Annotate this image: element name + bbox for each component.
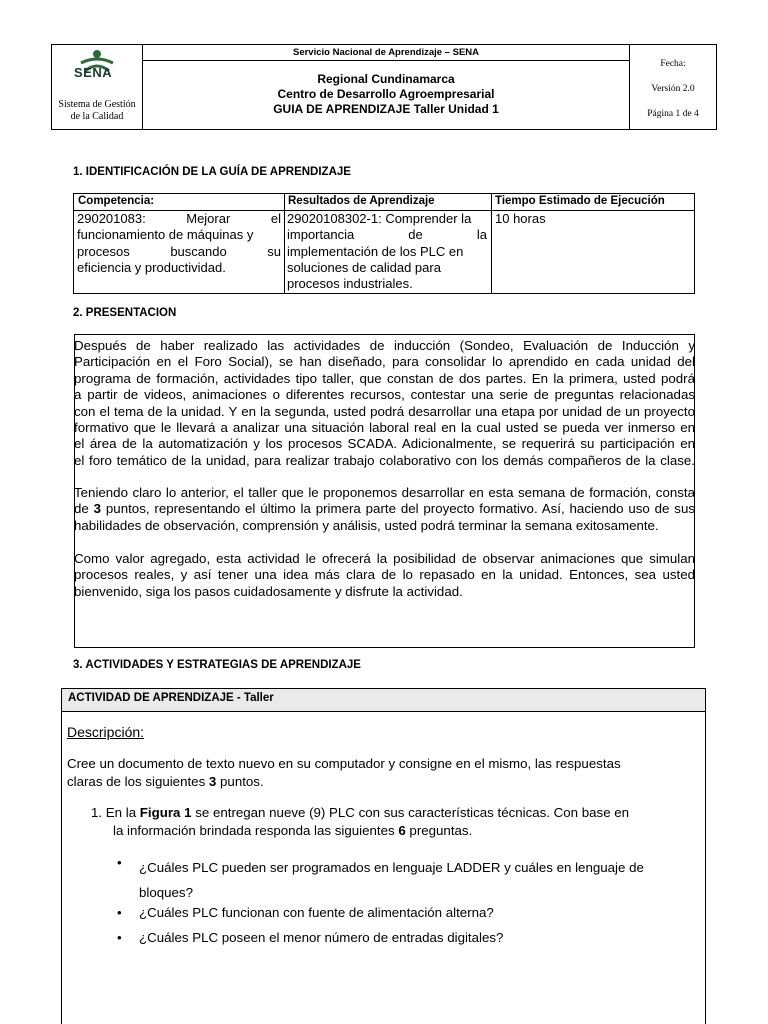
- section3-title: 3. ACTIVIDADES Y ESTRATEGIAS DE APRENDIZAJE: [73, 659, 361, 671]
- bullet-dot-icon: •: [117, 905, 122, 920]
- presentation-paragraph-1: Después de haber realizado las actividades de inducción (Sondeo, Evaluación de Inducción y Participación en el Foro Social), se han diseñado, para consolidar lo aprendido en cada unidad del programa de formación, actividades tipo taller, que constan de dos partes. En la primera, usted podrá a partir de videos, animaciones o diferentes recursos, contestar una serie de preguntas relacionadas con el tema de la unidad. Y en la segunda, usted podrá desarrollar una etapa por unidad de un proyecto formativo que le llevará a analizar una situación laboral real en la cual usted se pueda ver inmerso en el área de la automatización y los procesos SCADA. Adicionalmente, se requerirá su participación en el foro temático de la unidad, para realizar trabajo colaborativo con los demás compañeros de la clase.: [74, 338, 695, 468]
- logo-cell: [52, 45, 143, 129]
- bullet-dot-icon: •: [117, 855, 122, 870]
- bullet-dot-icon: •: [117, 930, 122, 945]
- activity-item-1: 1. En la Figura 1 se entregan nueve (9) PLC con sus características técnicas. Con base en la información brindada responda las siguientes 6 preguntas.: [91, 805, 630, 838]
- logo-word: SENA: [74, 65, 113, 80]
- quality-system-line2: de la Calidad: [70, 111, 124, 122]
- tiempo-cell: 10 horas: [495, 211, 546, 226]
- competencia-cell: 290201083: Mejorar el funcionamiento de máquinas y procesos buscando su eficiencia y productividad.: [77, 211, 281, 275]
- presentation-paragraph-3: Como valor agregado, esta actividad le ofrecerá la posibilidad de observar animaciones que simulan procesos reales, y así tener una idea más clara de lo repasado en la unidad. Entonces, sea usted bienvenido, siga los pasos cuidadosamente y disfrute la actividad.: [74, 551, 695, 599]
- col-header-resultados: Resultados de Aprendizaje: [288, 195, 435, 207]
- version-label: Versión 2.0: [651, 84, 695, 94]
- bullet-1: • ¿Cuáles PLC pueden ser programados en lenguaje LADDER y cuáles en lenguaje de bloques?: [117, 855, 644, 900]
- title-cell: [143, 45, 629, 129]
- presentation-paragraph-2: Teniendo claro lo anterior, el taller que le proponemos desarrollar en esta semana de formación, consta de 3 puntos, representando el último la primera parte del proyecto formativo. Así, haciendo uso de sus habilidades de observación, comprensión y análisis, usted podrá terminar la semana exitosamente.: [74, 485, 695, 533]
- bullet-3: • ¿Cuáles PLC poseen el menor número de entradas digitales?: [117, 930, 504, 945]
- org-name: Servicio Nacional de Aprendizaje – SENA: [292, 47, 479, 58]
- page-number: Página 1 de 4: [647, 109, 699, 119]
- document-header-table: [51, 44, 717, 130]
- col-header-competencia: Competencia:: [78, 195, 155, 207]
- activity-header-label: ACTIVIDAD DE APRENDIZAJE - Taller: [68, 692, 274, 704]
- descripcion-label: Descripción:: [67, 724, 145, 740]
- fecha-label: Fecha:: [660, 59, 686, 69]
- resultados-cell: 29020108302-1: Comprender la importancia de la implementación de los PLC en soluciones de calidad para procesos industriales.: [287, 211, 487, 292]
- bullet-2: • ¿Cuáles PLC funcionan con fuente de alimentación alterna?: [117, 905, 494, 920]
- activity-intro: Cree un documento de texto nuevo en su computador y consigne en el mismo, las respuestas claras de los siguientes 3 puntos.: [67, 756, 621, 789]
- identification-table: [73, 193, 695, 294]
- section1-title: 1. IDENTIFICACIÓN DE LA GUÍA DE APRENDIZAJE: [73, 166, 351, 178]
- guide-title: GUIA DE APRENDIZAJE Taller Unidad 1: [273, 102, 499, 116]
- centro-name: Centro de Desarrollo Agroempresarial: [277, 87, 495, 101]
- section2-title: 2. PRESENTACION: [73, 307, 177, 319]
- version-cell: [629, 45, 716, 129]
- col-header-tiempo: Tiempo Estimado de Ejecución: [495, 195, 665, 207]
- quality-system-line1: Sistema de Gestión: [58, 99, 136, 110]
- regional-name: Regional Cundinamarca: [317, 72, 455, 86]
- activity-box-header: [62, 689, 705, 712]
